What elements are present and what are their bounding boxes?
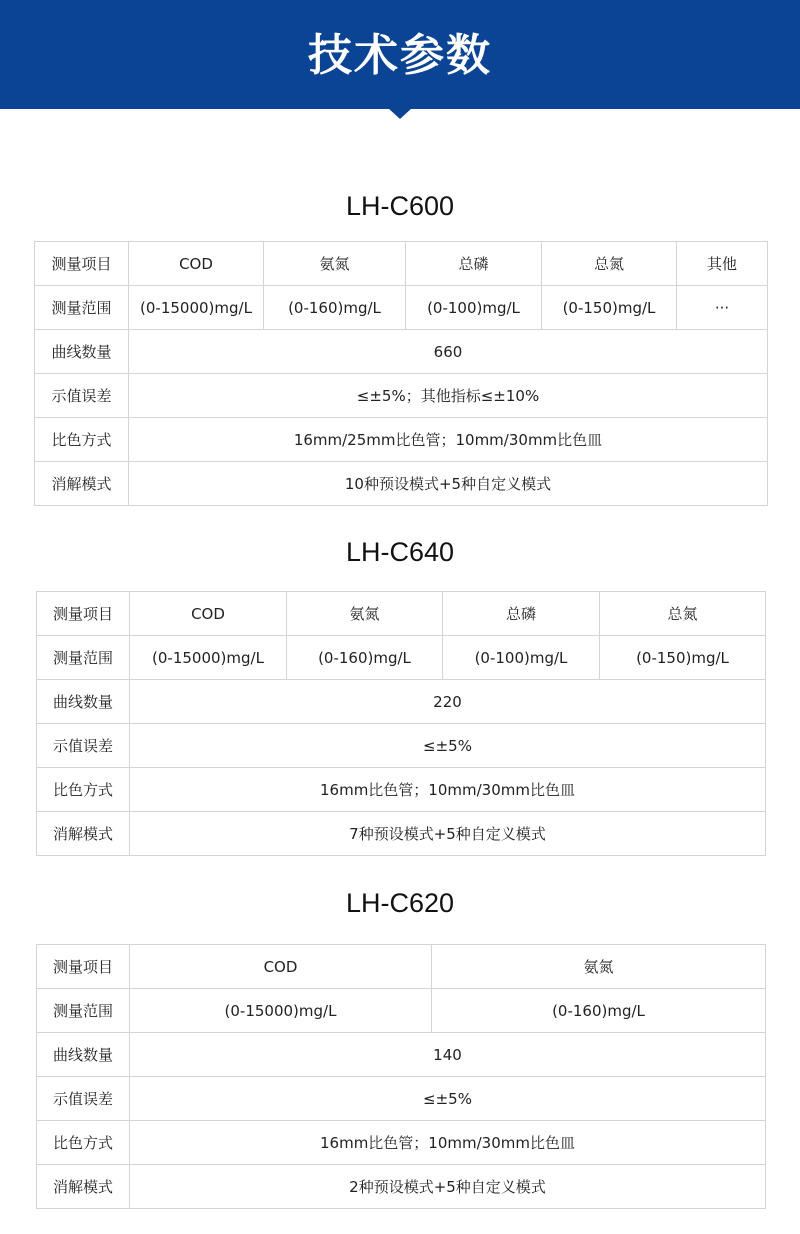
table-cell: 16mm/25mm比色管；10mm/30mm比色皿 bbox=[129, 418, 768, 462]
table-row bbox=[35, 286, 768, 330]
model-title-lh-c600: LH-C600 bbox=[345, 191, 455, 221]
row-label: 测量项目 bbox=[35, 242, 129, 286]
table-cell: 氨氮 bbox=[432, 945, 766, 989]
spec-table-lh-c600 bbox=[34, 241, 768, 506]
table-cell: (0-15000)mg/L bbox=[129, 286, 264, 330]
row-label: 测量范围 bbox=[37, 989, 130, 1033]
spec-table-lh-c620 bbox=[36, 944, 766, 1209]
table-row bbox=[37, 724, 766, 768]
row-label: 测量范围 bbox=[37, 636, 130, 680]
table-cell: (0-100)mg/L bbox=[406, 286, 542, 330]
table-row bbox=[37, 1033, 766, 1077]
table-cell: (0-150)mg/L bbox=[542, 286, 677, 330]
table-row bbox=[37, 945, 766, 989]
table-cell: 总磷 bbox=[406, 242, 542, 286]
table-cell: 16mm比色管；10mm/30mm比色皿 bbox=[130, 768, 766, 812]
table-cell: 总氮 bbox=[542, 242, 677, 286]
table-cell: COD bbox=[130, 592, 287, 636]
table-cell: (0-160)mg/L bbox=[264, 286, 406, 330]
table-row bbox=[35, 330, 768, 374]
table-cell: 氨氮 bbox=[287, 592, 443, 636]
table-row bbox=[37, 636, 766, 680]
row-label: 测量项目 bbox=[37, 592, 130, 636]
page-title: 技术参数 bbox=[308, 30, 492, 81]
table-cell: 2种预设模式+5种自定义模式 bbox=[130, 1165, 766, 1209]
table-row bbox=[37, 680, 766, 724]
table-cell: 140 bbox=[130, 1033, 766, 1077]
spec-table-lh-c640 bbox=[36, 591, 766, 856]
table-row bbox=[35, 462, 768, 506]
table-row bbox=[37, 1077, 766, 1121]
row-label: 比色方式 bbox=[37, 768, 130, 812]
row-label: 曲线数量 bbox=[37, 1033, 130, 1077]
table-cell: 氨氮 bbox=[264, 242, 406, 286]
table-row bbox=[37, 592, 766, 636]
table-row bbox=[37, 812, 766, 856]
table-cell: (0-100)mg/L bbox=[443, 636, 600, 680]
banner-pointer bbox=[388, 108, 412, 119]
table-cell: (0-160)mg/L bbox=[287, 636, 443, 680]
table-row bbox=[35, 374, 768, 418]
row-label: 消解模式 bbox=[37, 812, 130, 856]
table-cell: (0-15000)mg/L bbox=[130, 636, 287, 680]
row-label: 示值误差 bbox=[35, 374, 129, 418]
table-row bbox=[37, 768, 766, 812]
row-label: 曲线数量 bbox=[37, 680, 130, 724]
row-label: 比色方式 bbox=[35, 418, 129, 462]
table-cell: 7种预设模式+5种自定义模式 bbox=[130, 812, 766, 856]
table-cell: 10种预设模式+5种自定义模式 bbox=[129, 462, 768, 506]
table-row bbox=[37, 989, 766, 1033]
table-cell: COD bbox=[129, 242, 264, 286]
table-cell: ≤±5% bbox=[130, 1077, 766, 1121]
model-title-lh-c640: LH-C640 bbox=[345, 537, 455, 567]
row-label: 消解模式 bbox=[35, 462, 129, 506]
table-row bbox=[37, 1165, 766, 1209]
table-row bbox=[35, 242, 768, 286]
row-label: 曲线数量 bbox=[35, 330, 129, 374]
row-label: 测量范围 bbox=[35, 286, 129, 330]
table-cell: 其他 bbox=[677, 242, 768, 286]
table-cell: (0-150)mg/L bbox=[600, 636, 766, 680]
table-cell: (0-15000)mg/L bbox=[130, 989, 432, 1033]
row-label: 示值误差 bbox=[37, 724, 130, 768]
table-cell: ≤±5%；其他指标≤±10% bbox=[129, 374, 768, 418]
table-cell: 16mm比色管；10mm/30mm比色皿 bbox=[130, 1121, 766, 1165]
model-title-lh-c620: LH-C620 bbox=[345, 888, 455, 918]
row-label: 测量项目 bbox=[37, 945, 130, 989]
row-label: 比色方式 bbox=[37, 1121, 130, 1165]
row-label: 示值误差 bbox=[37, 1077, 130, 1121]
table-cell: (0-160)mg/L bbox=[432, 989, 766, 1033]
row-label: 消解模式 bbox=[37, 1165, 130, 1209]
table-cell: 660 bbox=[129, 330, 768, 374]
table-cell: 220 bbox=[130, 680, 766, 724]
table-row bbox=[35, 418, 768, 462]
table-row bbox=[37, 1121, 766, 1165]
table-cell: ··· bbox=[677, 286, 768, 330]
table-cell: COD bbox=[130, 945, 432, 989]
table-cell: 总磷 bbox=[443, 592, 600, 636]
table-cell: ≤±5% bbox=[130, 724, 766, 768]
table-cell: 总氮 bbox=[600, 592, 766, 636]
